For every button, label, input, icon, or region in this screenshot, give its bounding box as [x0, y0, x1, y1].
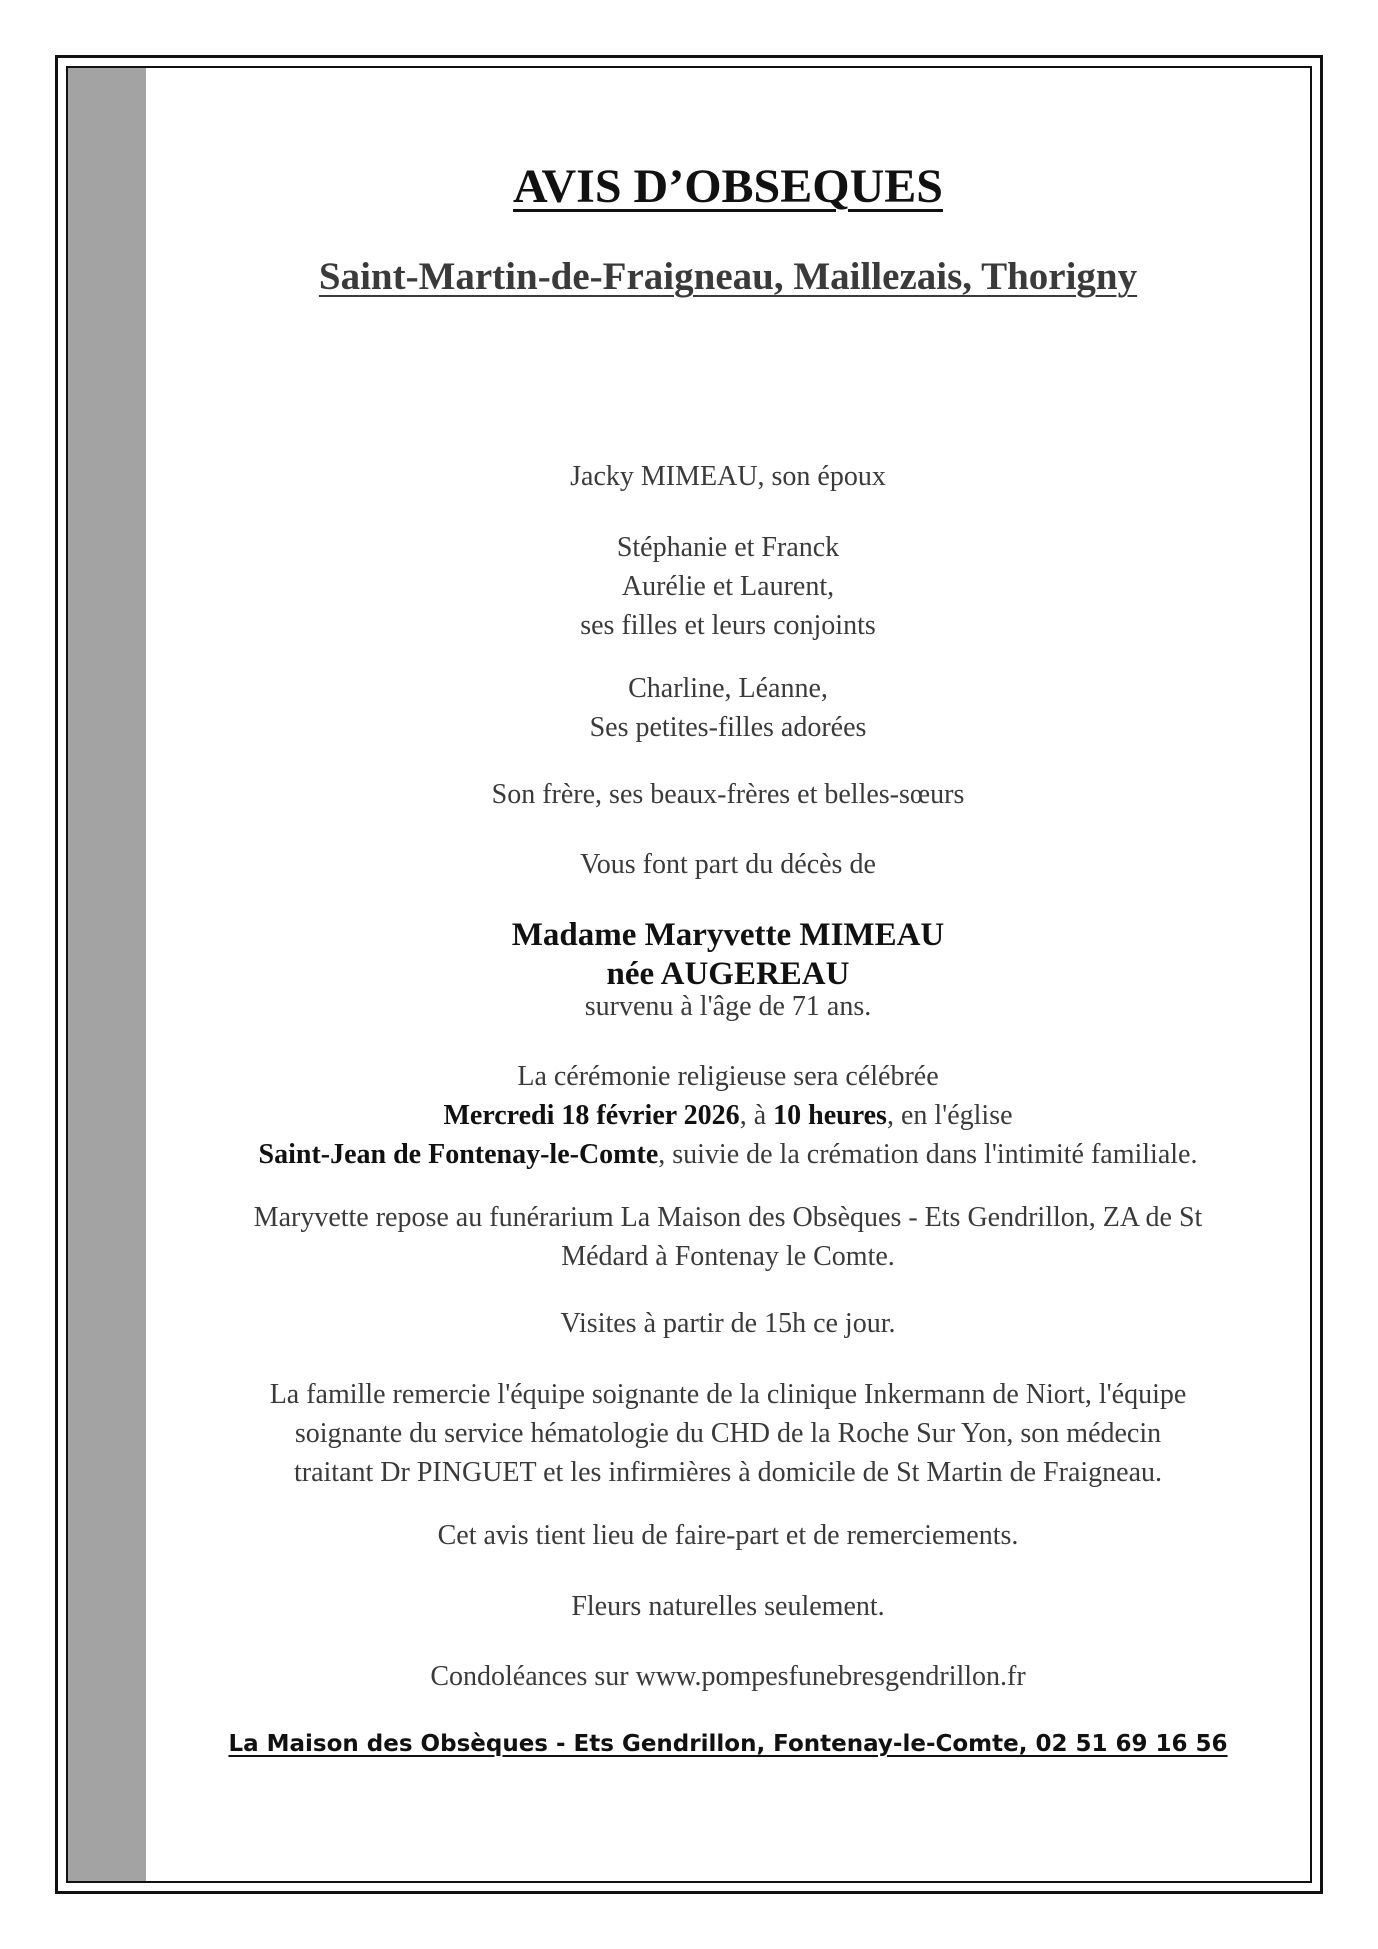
deceased-block: [146, 916, 1310, 994]
daughter-line: Aurélie et Laurent,: [621, 571, 835, 602]
condolences-text: Condoléances sur www.pompesfunebresgendrillon.fr: [430, 1661, 1026, 1692]
age-text: survenu à l'âge de 71 ans.: [584, 991, 872, 1022]
flowers-line: [146, 1587, 1310, 1626]
funeral-home-footer: La Maison des Obsèques - Ets Gendrillon, Fontenay-le-Comte, 02 51 69 16 56: [228, 1731, 1228, 1757]
announce-text: Vous font part du décès de: [580, 849, 876, 880]
outer-border: [55, 55, 1323, 1894]
granddaughter-line: Ses petites-filles adorées: [589, 712, 867, 743]
daughters-block: [146, 528, 1310, 645]
flowers-text: Fleurs naturelles seulement.: [571, 1591, 885, 1622]
visits-line: [146, 1304, 1310, 1343]
ceremony-time: 10 heures: [773, 1100, 887, 1131]
condolences-line: [146, 1657, 1310, 1696]
ceremony-date-line: [146, 1096, 1310, 1135]
notice-content: [146, 68, 1310, 1881]
siblings-line: [146, 775, 1310, 814]
inner-border: [66, 66, 1312, 1883]
locations-heading: Saint-Martin-de-Fraigneau, Maillezais, Thorigny: [318, 255, 1138, 298]
daughter-line: ses filles et leurs conjoints: [580, 610, 876, 641]
notice-line: [146, 1516, 1310, 1555]
notice-text: Cet avis tient lieu de faire-part et de remerciements.: [437, 1520, 1019, 1551]
thanks-line: La famille remercie l'équipe soignante de la clinique Inkermann de Niort, l'équipe: [269, 1379, 1187, 1410]
ceremony-place-suffix: , en l'église: [886, 1100, 1013, 1131]
deceased-maiden-name: née AUGEREAU: [606, 956, 850, 992]
ceremony-after: , suivie de la crémation dans l'intimité familiale.: [658, 1139, 1198, 1170]
ceremony-church: Saint-Jean de Fontenay-le-Comte: [258, 1139, 659, 1170]
thanks-block: [146, 1375, 1310, 1492]
ceremony-block: [146, 1057, 1310, 1174]
daughter-line: Stéphanie et Franck: [616, 532, 840, 563]
granddaughters-block: [146, 669, 1310, 747]
ceremony-intro: La cérémonie religieuse sera célébrée: [517, 1061, 939, 1092]
husband-text: Jacky MIMEAU, son époux: [570, 461, 886, 492]
age-line: [146, 987, 1310, 1026]
husband-line: [146, 457, 1310, 496]
siblings-text: Son frère, ses beaux-frères et belles-sœurs: [491, 779, 965, 810]
thanks-line: traitant Dr PINGUET et les infirmières à domicile de St Martin de Fraigneau.: [293, 1457, 1163, 1488]
visits-text: Visites à partir de 15h ce jour.: [560, 1308, 896, 1339]
deceased-name: Madame Maryvette MIMEAU: [511, 917, 945, 953]
notice-title: AVIS D’OBSEQUES: [513, 160, 943, 213]
repose-line: Maryvette repose au funérarium La Maison des Obsèques - Ets Gendrillon, ZA de St: [253, 1202, 1203, 1233]
granddaughter-line: Charline, Léanne,: [628, 673, 828, 704]
repose-block: [146, 1198, 1310, 1276]
announce-line: [146, 845, 1310, 884]
gray-side-bar: [68, 68, 146, 1881]
ceremony-church-line: [146, 1135, 1310, 1174]
repose-line: Médard à Fontenay le Comte.: [561, 1241, 895, 1272]
ceremony-date: Mercredi 18 février 2026: [443, 1100, 740, 1131]
thanks-line: soignante du service hématologie du CHD de la Roche Sur Yon, son médecin: [294, 1418, 1162, 1449]
ceremony-separator: , à: [739, 1100, 774, 1131]
